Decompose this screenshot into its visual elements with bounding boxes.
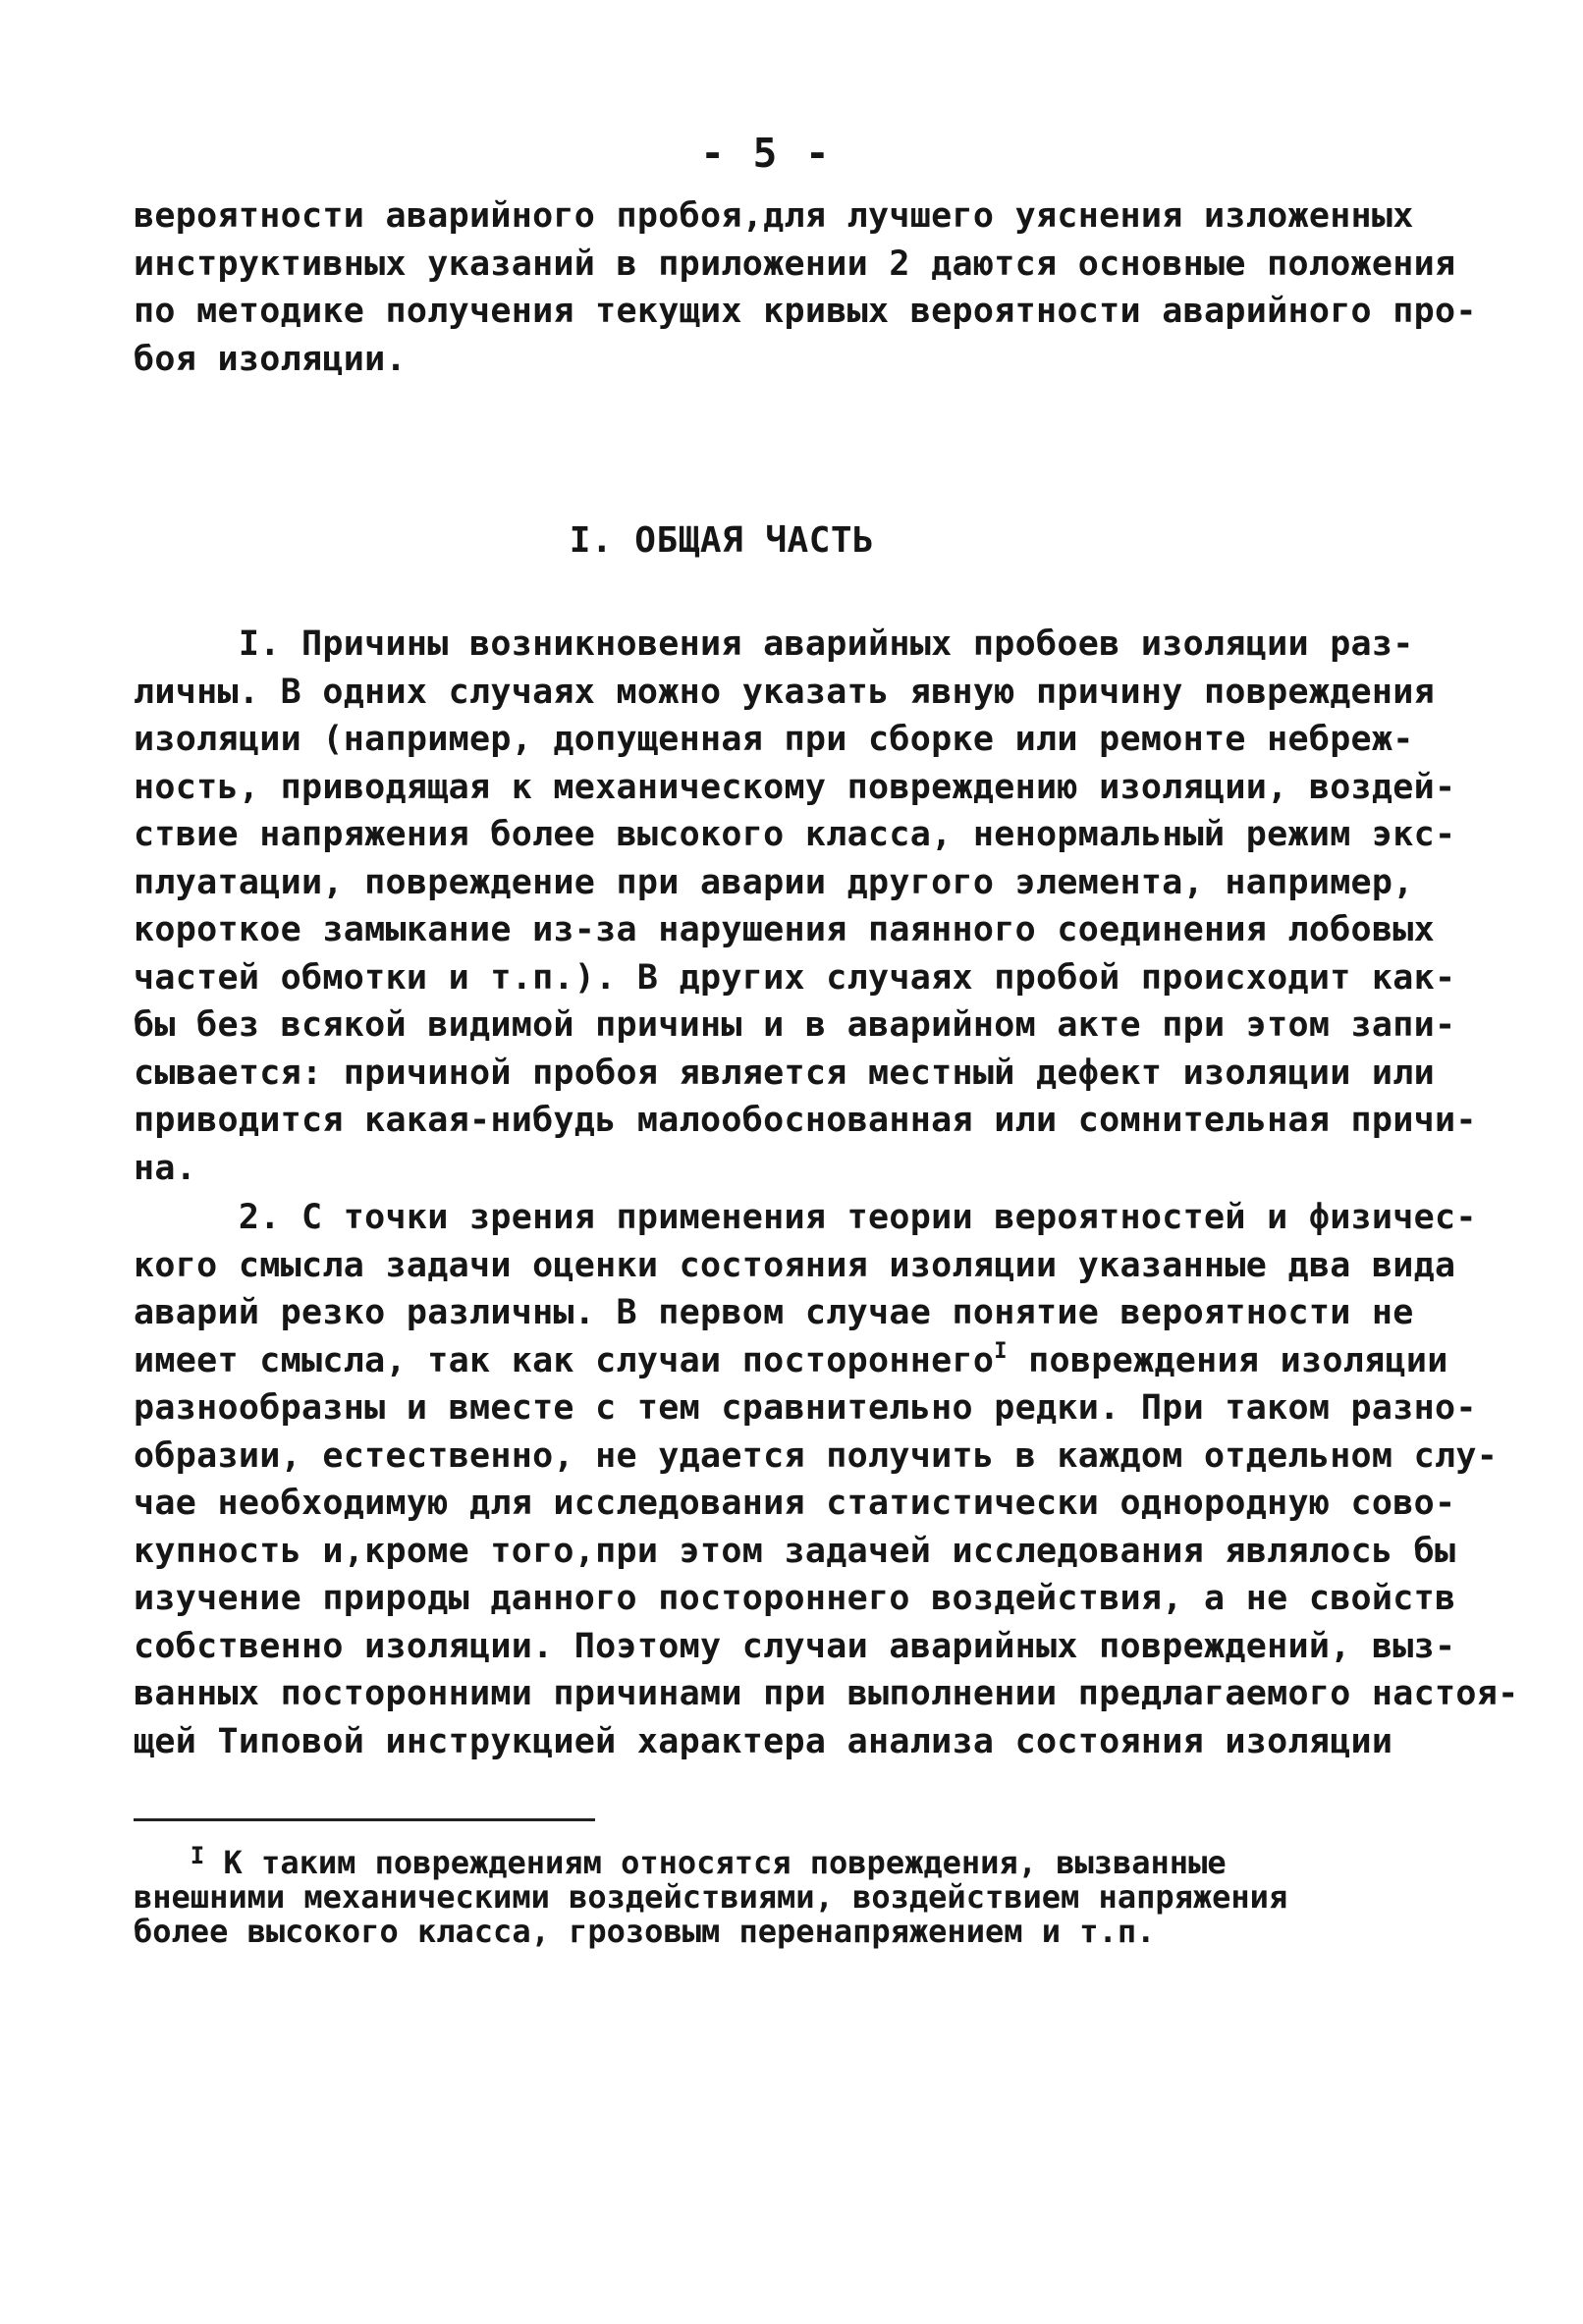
intro-paragraph — [134, 192, 1477, 383]
text-segment: К таким повреждениям относятся повреждения, вызванные — [204, 1844, 1227, 1881]
text-line: частей обмотки и т.п.). В других случаях пробой происходит как- — [134, 957, 1456, 998]
text-line: купность и,кроме того,при этом задачей исследования являлось бы — [134, 1531, 1456, 1571]
text-line: боя изоляции. — [134, 339, 407, 379]
text-line: бы без всякой видимой причины и в аварийном акте при этом запи- — [134, 1005, 1456, 1045]
paragraph-1 — [134, 621, 1477, 1192]
section-heading: I. ОБЩАЯ ЧАСТЬ — [569, 520, 875, 561]
text-line: плуатации, повреждение при аварии другого элемента, например, — [134, 862, 1414, 902]
footnote-line: внешними механическими воздействиями, воздействием напряжения — [134, 1878, 1288, 1916]
footnote-line — [134, 1842, 1440, 1881]
text-line: изоляции (например, допущенная при сборке или ремонте небреж- — [134, 720, 1414, 759]
text-line: аварий резко различны. В первом случае понятие вероятности не — [134, 1293, 1414, 1332]
text-line: инструктивных указаний в приложении 2 даются основные положения — [134, 243, 1456, 284]
paragraph-2 — [134, 1194, 1519, 1765]
text-line: короткое замыкание из-за нарушения паянного соединения лобовых — [134, 910, 1436, 949]
footnote — [134, 1842, 1440, 1950]
text-line: I. Причины возникновения аварийных пробоев изоляции раз- — [134, 624, 1414, 664]
text-line: собственно изоляции. Поэтому случаи аварийных повреждений, выз- — [134, 1626, 1456, 1666]
footnote-divider — [134, 1818, 595, 1821]
text-line: ванных посторонними причинами при выполнении предлагаемого настоя- — [134, 1674, 1519, 1713]
text-line: 2. С точки зрения применения теории вероятностей и физичес- — [134, 1198, 1477, 1237]
text-line: приводится какая-нибудь малообоснованная или сомнительная причи- — [134, 1101, 1477, 1140]
text-line: кого смысла задачи оценки состояния изоляции указанные два вида — [134, 1245, 1456, 1285]
text-line: разнообразны и вместе с тем сравнительно редки. При таком разно- — [134, 1388, 1477, 1428]
page-number: - 5 - — [700, 130, 832, 177]
text-line: ность, приводящая к механическому повреждению изоляции, воздей- — [134, 767, 1456, 807]
text-line-with-footnote-ref — [134, 1337, 1448, 1385]
text-line: образии, естественно, не удается получить в каждом отдельном слу- — [134, 1435, 1499, 1476]
text-segment: имеет смысла, так как случаи постороннего — [134, 1340, 995, 1380]
text-segment: повреждения изоляции — [1007, 1340, 1448, 1380]
text-line: на. — [134, 1148, 197, 1188]
text-line: щей Типовой инструкцией характера анализа состояния изоляции — [134, 1721, 1393, 1761]
text-line: личны. В одних случаях можно указать явную причину повреждения — [134, 672, 1436, 712]
footnote-mark: I — [190, 1842, 205, 1869]
text-line: ствие напряжения более высокого класса, ненормальный режим экс- — [134, 815, 1456, 854]
text-line: чае необходимую для исследования статистически однородную сово- — [134, 1484, 1456, 1523]
text-line: по методике получения текущих кривых вероятности аварийного про- — [134, 292, 1477, 331]
footnote-line: более высокого класса, грозовым перенапряжением и т.п. — [134, 1913, 1156, 1950]
text-line: изучение природы данного постороннего воздействия, а не свойств — [134, 1579, 1456, 1618]
text-line: сывается: причиной пробоя является местный дефект изоляции или — [134, 1053, 1436, 1093]
footnote-reference: I — [994, 1338, 1008, 1364]
text-line: вероятности аварийного пробоя,для лучшего уяснения изложенных — [134, 196, 1414, 236]
